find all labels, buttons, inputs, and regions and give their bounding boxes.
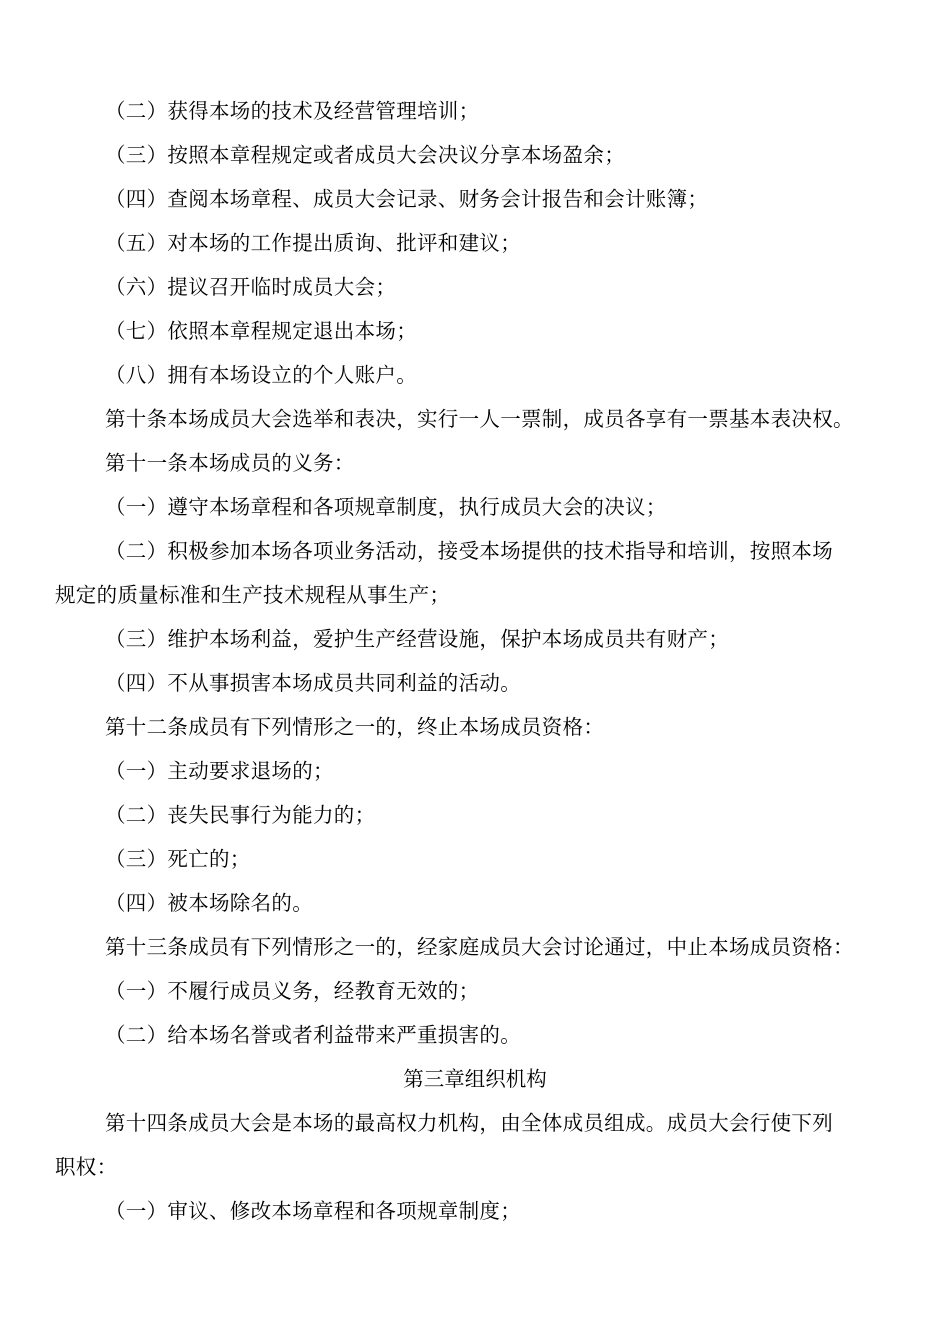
chapter-title: 第三章组织机构	[403, 1067, 547, 1091]
text-line: （二）丧失民事行为能力的；	[105, 803, 376, 827]
text-line: （四）查阅本场章程、成员大会记录、财务会计报告和会计账簿；	[105, 187, 709, 211]
text-line: （五）对本场的工作提出质询、批评和建议；	[105, 231, 521, 255]
text-line: （三）死亡的；	[105, 847, 251, 871]
article-12-heading: 第十二条成员有下列情形之一的，终止本场成员资格：	[105, 715, 605, 739]
text-line: （一）遵守本场章程和各项规章制度，执行成员大会的决议；	[105, 495, 667, 519]
article-10: 第十条本场成员大会选举和表决，实行一人一票制，成员各享有一票基本表决权。	[105, 407, 854, 431]
text-line: （二）获得本场的技术及经营管理培训；	[105, 99, 480, 123]
text-line: （七）依照本章程规定退出本场；	[105, 319, 417, 343]
text-line: （二）积极参加本场各项业务活动，接受本场提供的技术指导和培训，按照本场	[105, 539, 833, 563]
article-13-heading: 第十三条成员有下列情形之一的，经家庭成员大会讨论通过，中止本场成员资格：	[105, 935, 854, 959]
article-14: 第十四条成员大会是本场的最高权力机构，由全体成员组成。成员大会行使下列	[105, 1111, 833, 1135]
text-line: （一）不履行成员义务，经教育无效的；	[105, 979, 480, 1003]
text-line: （四）被本场除名的。	[105, 891, 313, 915]
text-line-continuation: 职权：	[55, 1155, 118, 1179]
text-line: （三）维护本场利益，爱护生产经营设施，保护本场成员共有财产；	[105, 627, 729, 651]
text-line: （二）给本场名誉或者利益带来严重损害的。	[105, 1023, 521, 1047]
text-line: （六）提议召开临时成员大会；	[105, 275, 397, 299]
article-11-heading: 第十一条本场成员的义务：	[105, 451, 355, 475]
text-line: （一）主动要求退场的；	[105, 759, 334, 783]
text-line: （四）不从事损害本场成员共同利益的活动。	[105, 671, 521, 695]
text-line: （三）按照本章程规定或者成员大会决议分享本场盈余；	[105, 143, 625, 167]
text-line-continuation: 规定的质量标准和生产技术规程从事生产；	[55, 583, 451, 607]
text-line: （一）审议、修改本场章程和各项规章制度；	[105, 1199, 521, 1223]
text-line: （八）拥有本场设立的个人账户。	[105, 363, 417, 387]
